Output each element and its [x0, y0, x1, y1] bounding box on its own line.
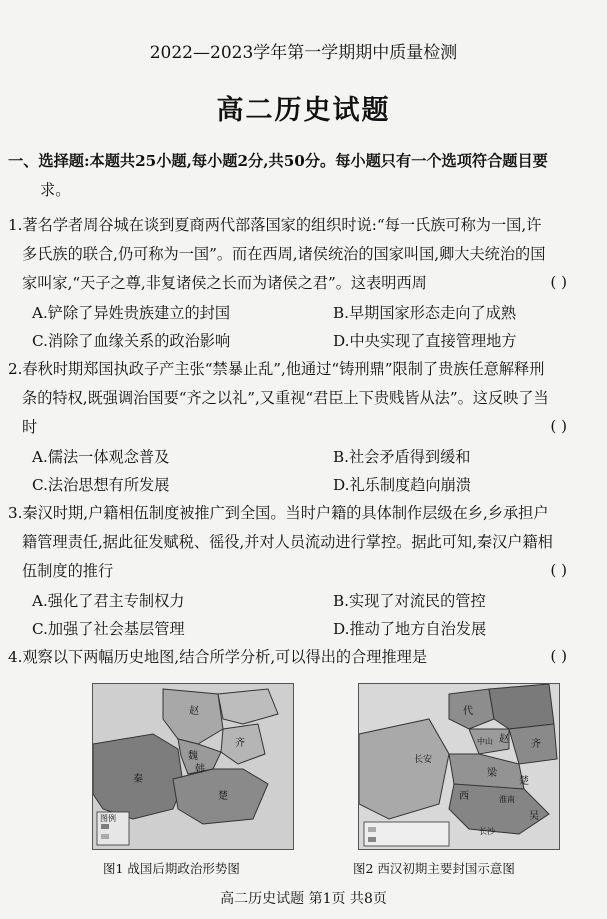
answer-paren: ( ) — [550, 561, 567, 579]
map-label-qin: 秦 — [133, 774, 143, 785]
map-label-chu: 楚 — [218, 791, 228, 802]
question-text-line: 多氏族的联合,仍可称为一国”。而在西周,诸侯统治的国家叫国,卿大夫统治的国 — [22, 245, 546, 263]
option-b[interactable]: B.早期国家形态走向了成熟 — [333, 304, 517, 322]
map-legend-title: 图例 — [100, 814, 116, 823]
option-b[interactable]: B.社会矛盾得到缓和 — [333, 448, 471, 466]
option-d[interactable]: D.推动了地方自治发展 — [333, 620, 487, 638]
question-text-line: 条的特权,既强调治国要“齐之以礼”,又重视“君臣上下贵贱皆从法”。这反映了当 — [22, 389, 549, 407]
map-warring-states — [92, 683, 294, 850]
question-text-line: 家叫家,“天子之尊,非复诸侯之长而为诸侯之君”。这表明西周 — [22, 274, 427, 292]
map-label-xi: 西 — [459, 791, 469, 802]
question-text-line: 2.春秋时期郑国执政子产主张“禁暴止乱”,他通过“铸刑鼎”限制了贵族任意解释刑 — [8, 360, 545, 378]
question-text-line: 4.观察以下两幅历史地图,结合所学分析,可以得出的合理推理是 — [8, 648, 428, 666]
map-label-changsha: 长沙 — [479, 827, 495, 836]
answer-paren: ( ) — [550, 273, 567, 291]
map-label-wei: 魏 — [188, 751, 198, 762]
map-label-chu: 楚 — [519, 776, 529, 787]
question-text-line: 时 — [22, 418, 38, 436]
map-label-qi: 齐 — [235, 738, 245, 749]
option-d[interactable]: D.中央实现了直接管理地方 — [333, 332, 517, 350]
option-c[interactable]: C.法治思想有所发展 — [32, 476, 170, 494]
map-label-zhongshan: 中山 — [477, 737, 493, 746]
page-footer: 高二历史试题 第1页 共8页 — [220, 891, 387, 907]
option-a[interactable]: A.铲除了异姓贵族建立的封国 — [32, 304, 231, 322]
option-b[interactable]: B.实现了对流民的管控 — [333, 592, 486, 610]
map-western-han-graphic — [359, 684, 559, 849]
exam-header: 2022—2023学年第一学期期中质量检测 — [149, 43, 458, 63]
map2-caption: 图2 西汉初期主要封国示意图 — [353, 861, 515, 876]
answer-paren: ( ) — [550, 647, 567, 665]
answer-paren: ( ) — [550, 417, 567, 435]
option-a[interactable]: A.强化了君主专制权力 — [32, 592, 185, 610]
map-label-changan: 长安 — [414, 755, 433, 765]
map-label-liang: 梁 — [487, 768, 497, 779]
option-a[interactable]: A.儒法一体观念普及 — [32, 448, 170, 466]
question-text-line: 伍制度的推行 — [22, 562, 114, 580]
map1-caption: 图1 战国后期政治形势图 — [103, 861, 240, 876]
page-title: 高二历史试题 — [216, 95, 391, 126]
map-label-dai: 代 — [463, 706, 473, 717]
option-d[interactable]: D.礼乐制度趋向崩溃 — [333, 476, 471, 494]
map-label-qi: 齐 — [531, 739, 541, 750]
map-western-han — [358, 683, 560, 850]
option-c[interactable]: C.加强了社会基层管理 — [32, 620, 185, 638]
question-text-line: 3.秦汉时期,户籍相伍制度被推广到全国。当时户籍的具体制作层级在乡,乡承担户 — [8, 504, 549, 522]
section-instruction-cont: 求。 — [40, 181, 71, 199]
option-c[interactable]: C.消除了血缘关系的政治影响 — [32, 332, 231, 350]
section-instruction: 一、选择题:本题共25小题,每小题2分,共50分。每小题只有一个选项符合题目要 — [8, 152, 548, 170]
map-label-zhao: 赵 — [189, 706, 199, 717]
map-label-han: 韩 — [195, 764, 205, 775]
question-text-line: 1.著名学者周谷城在谈到夏商两代部落国家的组织时说:“每一氏族可称为一国,许 — [8, 216, 542, 234]
map-warring-states-graphic — [93, 684, 293, 849]
map-label-zhao: 赵 — [499, 734, 509, 745]
question-text-line: 籍管理责任,据此征发赋税、徭役,并对人员流动进行掌控。据此可知,秦汉户籍相 — [22, 533, 553, 551]
map-label-huainan: 淮南 — [499, 795, 515, 804]
map-label-wu: 吴 — [529, 811, 539, 822]
